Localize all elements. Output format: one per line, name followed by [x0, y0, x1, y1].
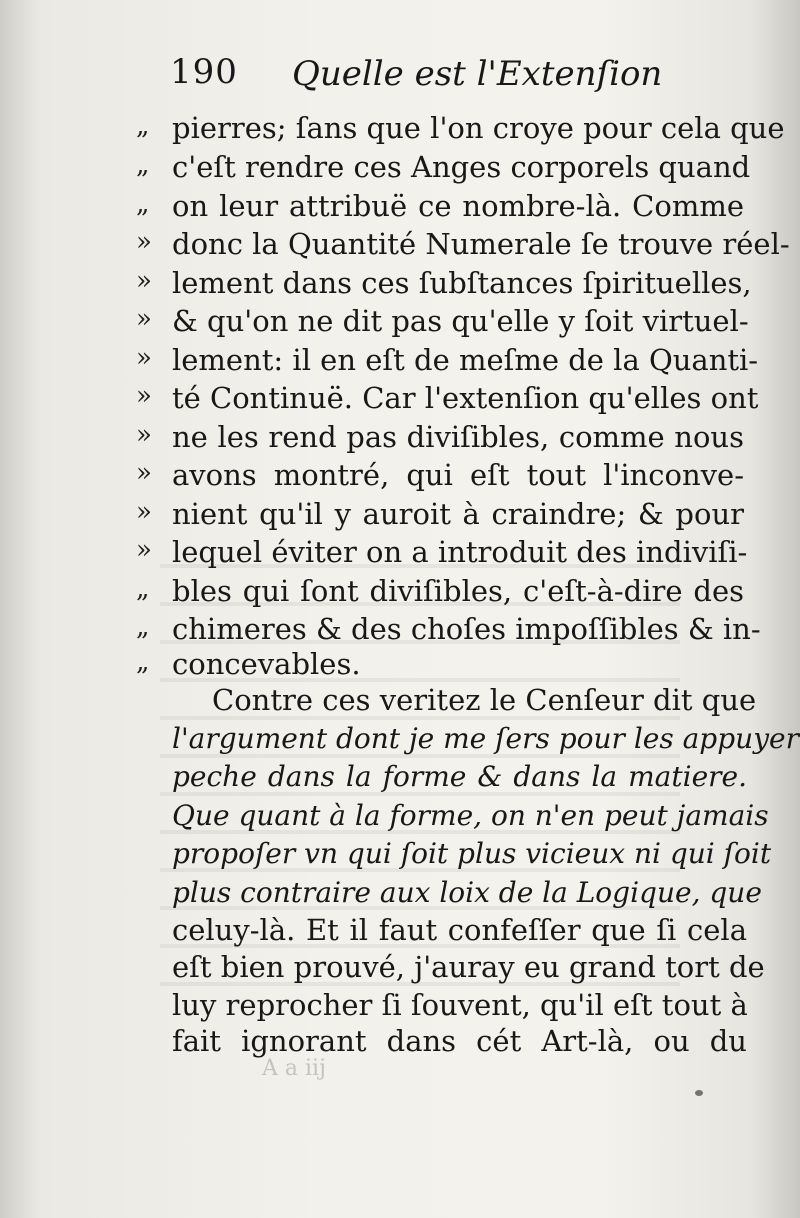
signature-mark: A a iij	[262, 1056, 326, 1081]
quote-mark: „	[136, 111, 150, 141]
line-text: avons montré, qui eſt tout l'inconve-	[172, 458, 744, 492]
text-line	[136, 223, 790, 265]
text-line	[172, 718, 799, 760]
line-text: té Continuë. Car l'extenſion qu'elles ont	[172, 381, 759, 415]
quote-mark: »	[136, 381, 152, 411]
text-line	[136, 300, 749, 342]
running-title: Quelle est l'Extenſion	[292, 54, 663, 94]
line-text: c'eſt rendre ces Anges corporels quand	[172, 150, 751, 184]
line-text: & qu'on ne dit pas qu'elle y ſoit virtuel-	[172, 304, 749, 338]
text-line	[136, 185, 744, 227]
text-line	[136, 107, 785, 149]
text-line	[136, 339, 759, 381]
text-line	[136, 146, 751, 188]
line-text: lequel éviter on a introduit des indiviſi-	[172, 535, 748, 569]
text-line	[136, 416, 744, 458]
text-line	[212, 679, 757, 721]
quote-mark: »	[136, 535, 152, 565]
line-text: donc la Quantité Numerale ſe trouve réel-	[172, 227, 790, 261]
text-line	[172, 833, 772, 875]
line-text: lement: il en eſt de meſme de la Quanti-	[172, 343, 759, 377]
text-line	[172, 946, 765, 988]
line-text: concevables.	[172, 647, 361, 681]
ink-speck	[695, 1090, 703, 1096]
text-line	[172, 909, 747, 951]
quote-mark: „	[136, 647, 150, 677]
line-text: Que quant à la forme, on n'en peut jamais	[172, 799, 769, 832]
quote-mark: „	[136, 574, 150, 604]
page-number: 190	[170, 52, 238, 92]
line-text: Contre ces veritez le Cenſeur dit que	[212, 683, 757, 717]
line-text: chimeres & des choſes impoſſibles & in-	[172, 612, 761, 646]
quote-mark: „	[136, 612, 150, 642]
quote-mark: »	[136, 266, 152, 296]
quote-mark: »	[136, 227, 152, 257]
quote-mark: „	[136, 150, 150, 180]
line-text: propoſer vn qui ſoit plus vicieux ni qui ſoit	[172, 837, 772, 870]
line-text: on leur attribuë ce nombre-là. Comme	[172, 189, 744, 223]
line-text: fait ignorant dans cét Art-là, ou du	[172, 1024, 747, 1058]
text-line	[136, 262, 752, 304]
line-text: nient qu'il y auroit à craindre; & pour	[172, 497, 744, 531]
text-line	[172, 756, 747, 798]
line-text: luy reprocher ſi ſouvent, qu'il eſt tout à	[172, 988, 748, 1022]
quote-mark: »	[136, 497, 152, 527]
line-text: peche dans la forme & dans la matiere.	[172, 760, 747, 793]
text-line	[136, 377, 759, 419]
line-text: pierres; ſans que l'on croye pour cela que	[172, 111, 785, 145]
line-text: celuy-là. Et il faut confeſſer que ſi cela	[172, 913, 747, 947]
text-line	[136, 570, 744, 612]
line-text: eſt bien prouvé, j'auray eu grand tort de	[172, 950, 765, 984]
text-line	[136, 454, 744, 496]
quote-mark: »	[136, 343, 152, 373]
line-text: l'argument dont je me ſers pour les appuyer	[172, 722, 799, 755]
page-header	[170, 52, 730, 98]
text-line	[136, 493, 744, 535]
text-line	[172, 872, 762, 914]
text-line	[172, 1020, 747, 1062]
line-text: lement dans ces ſubſtances ſpirituelles,	[172, 266, 752, 300]
line-text: ne les rend pas diviſibles, comme nous	[172, 420, 744, 454]
quote-mark: »	[136, 458, 152, 488]
line-text: plus contraire aux loix de la Logique, que	[172, 876, 762, 909]
quote-mark: »	[136, 420, 152, 450]
quote-mark: „	[136, 189, 150, 219]
text-line	[136, 531, 748, 573]
line-text: bles qui ſont diviſibles, c'eſt-à-dire des	[172, 574, 744, 608]
text-line	[172, 795, 769, 837]
quote-mark: »	[136, 304, 152, 334]
